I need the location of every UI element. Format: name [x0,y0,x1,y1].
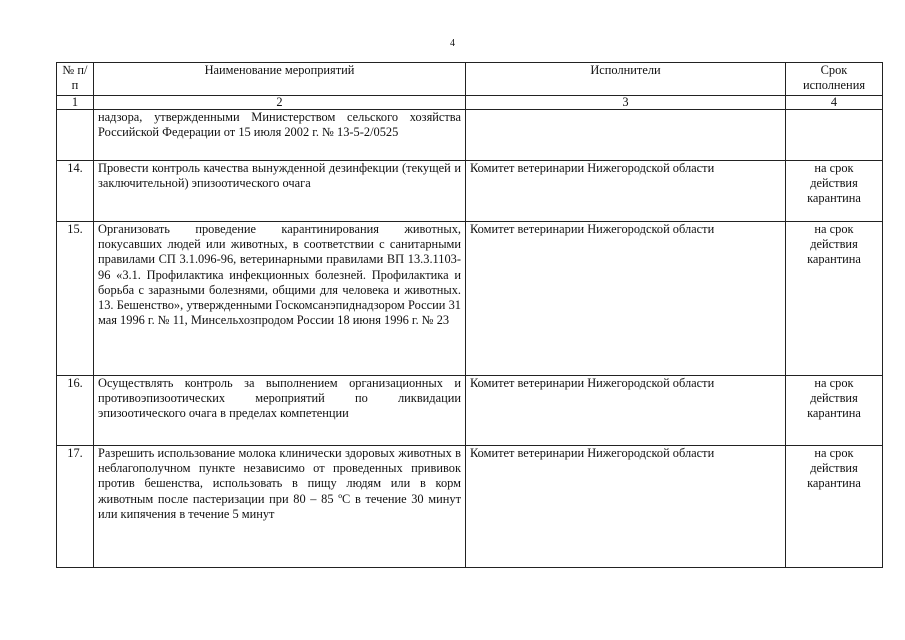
column-index: 4 [786,96,883,110]
row-number: 15. [57,222,94,376]
table-row [57,110,883,161]
column-index: 2 [94,96,466,110]
column-index: 1 [57,96,94,110]
term-text: на срок действия карантина [786,161,883,222]
column-index-row [57,96,883,110]
measures-table [56,62,883,568]
row-number: 17. [57,446,94,568]
header-number: № п/п [57,63,94,96]
measure-text: Организовать проведение карантинирования животных, покусавших людей или животных, в соответствии с санитарными правилами СП 3.1.096-96, ветеринарными правилами ВП 13.3.1103-96 «3.1. Профилактика инфекционных болезней. Профилактика и борьба с заразными болезнями, общими для человека и животных. 13. Бешенство», утвержденными Госкомсанэпиднадзором России 31 мая 1996 г. № 11, Минсельхозпродом России 18 июня 1996 г. № 23 [94,222,466,376]
measure-text: Осуществлять контроль за выполнением организационных и противоэпизоотических мероприятий по ликвидации эпизоотического очага в пределах компетенции [94,376,466,446]
term-text: на срок действия карантина [786,446,883,568]
table-row [57,161,883,222]
header-term: Срок исполнения [786,63,883,96]
header-measure-name: Наименование мероприятий [94,63,466,96]
executor-text: Комитет ветеринарии Нижегородской области [466,376,786,446]
row-number [57,110,94,161]
page-number: 4 [450,38,455,49]
executor-text [466,110,786,161]
column-index: 3 [466,96,786,110]
measure-text: Провести контроль качества вынужденной дезинфекции (текущей и заключительной) эпизоотического очага [94,161,466,222]
row-number: 16. [57,376,94,446]
table-header-row [57,63,883,96]
executor-text: Комитет ветеринарии Нижегородской области [466,222,786,376]
term-text: на срок действия карантина [786,222,883,376]
header-executors: Исполнители [466,63,786,96]
term-text [786,110,883,161]
table-row [57,222,883,376]
executor-text: Комитет ветеринарии Нижегородской области [466,446,786,568]
executor-text: Комитет ветеринарии Нижегородской области [466,161,786,222]
table-row [57,446,883,568]
measure-text: надзора, утвержденными Министерством сельского хозяйства Российской Федерации от 15 июля 2002 г. № 13-5-2/0525 [94,110,466,161]
table-row [57,376,883,446]
term-text: на срок действия карантина [786,376,883,446]
measure-text: Разрешить использование молока клинически здоровых животных в неблагополучном пункте независимо от проведенных прививок против бешенства, использовать в пищу людям или в корм животным после пастеризации при 80 – 85 ºС в течение 30 минут или кипячения в течение 5 минут [94,446,466,568]
row-number: 14. [57,161,94,222]
